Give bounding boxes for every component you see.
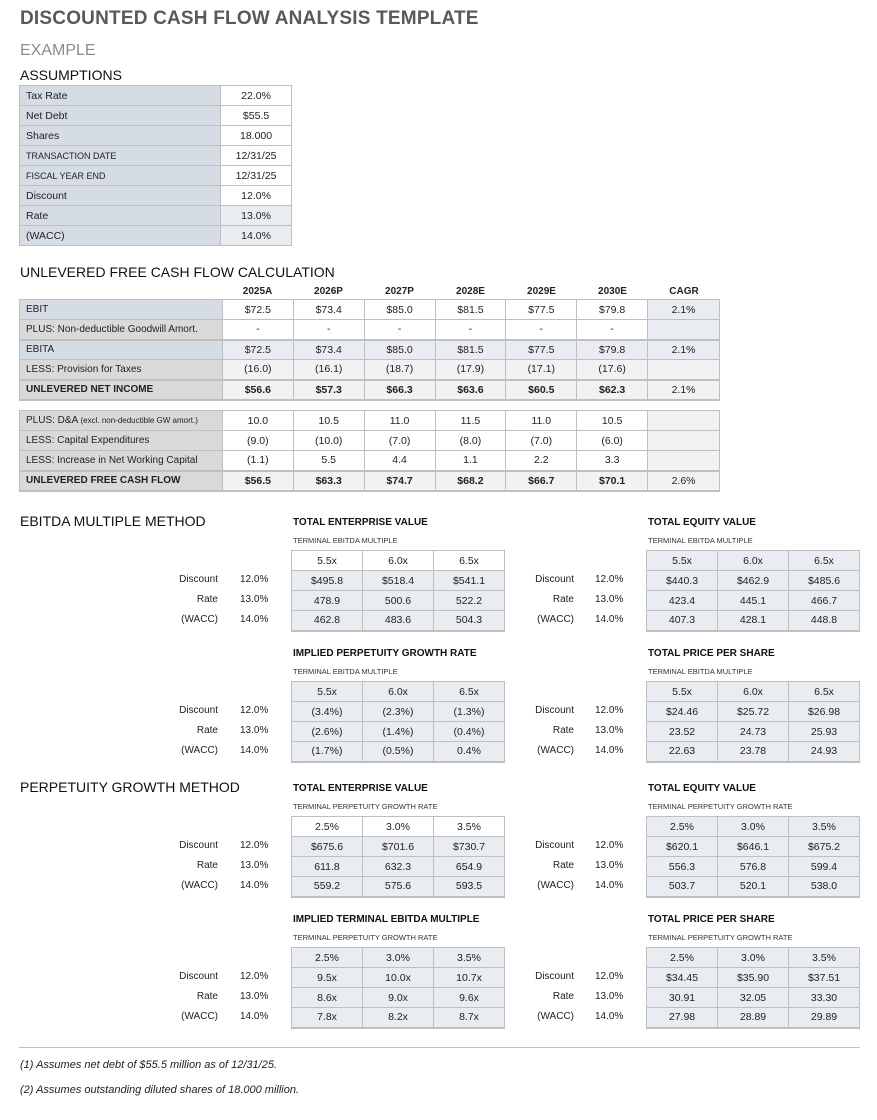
cell: 593.5 [434, 877, 505, 897]
side-label: Discount [535, 840, 574, 851]
cell[interactable]: - [577, 320, 648, 340]
col-header: 6.0x [363, 551, 434, 571]
side-label: Rate [552, 991, 574, 1002]
assumption-value[interactable]: 13.0% [221, 206, 292, 226]
side-rate: 14.0% [240, 880, 269, 891]
col-header: 3.5% [434, 948, 505, 968]
assumption-value[interactable]: 18.000 [221, 126, 292, 146]
cell: 407.3 [647, 611, 718, 631]
block-subtitle: TERMINAL PERPETUITY GROWTH RATE [648, 933, 793, 942]
side-label: Discount [179, 705, 218, 716]
side-label: (WACC) [181, 1011, 218, 1022]
cell[interactable]: (10.0) [293, 431, 364, 451]
cell: $518.4 [363, 571, 434, 591]
cell: 23.52 [647, 722, 718, 742]
assumption-row [20, 186, 292, 206]
block-subtitle: TERMINAL PERPETUITY GROWTH RATE [648, 802, 793, 811]
table-row-nwc [20, 451, 720, 471]
cell[interactable]: - [364, 320, 435, 340]
column-header-cagr: CAGR [669, 286, 699, 297]
col-header: 3.0% [718, 948, 789, 968]
cell: $56.6 [222, 380, 293, 400]
cell: $66.7 [506, 471, 577, 491]
side-label: (WACC) [181, 880, 218, 891]
cell: $701.6 [363, 837, 434, 857]
cell: (2.6%) [292, 722, 363, 742]
cell: (17.9) [435, 360, 506, 380]
row-label-note: (excl. non-deductible GW amort.) [80, 416, 198, 425]
cell: 654.9 [434, 857, 505, 877]
sensitivity-table-implied-multiple [291, 947, 505, 1029]
cell: (1.4%) [363, 722, 434, 742]
sensitivity-table-ebitda-equity [646, 550, 860, 632]
col-header: 3.5% [789, 817, 860, 837]
side-rate: 12.0% [240, 574, 269, 585]
side-rate: 13.0% [595, 860, 624, 871]
cell: 23.78 [718, 742, 789, 762]
cell: (1.7%) [292, 742, 363, 762]
cagr-cell: 2.1% [648, 340, 720, 360]
cell: 24.73 [718, 722, 789, 742]
col-header: 2.5% [647, 948, 718, 968]
cell[interactable]: - [222, 320, 293, 340]
cell: (0.4%) [434, 722, 505, 742]
side-rate: 14.0% [595, 745, 624, 756]
cell[interactable]: 10.5 [293, 411, 364, 431]
cell: 538.0 [789, 877, 860, 897]
block-subtitle: TERMINAL EBITDA MULTIPLE [293, 536, 398, 545]
col-header: 6.0x [718, 551, 789, 571]
cell: 632.3 [363, 857, 434, 877]
cell: $35.90 [718, 968, 789, 988]
row-label-main: PLUS: D&A [26, 415, 78, 426]
assumption-label: (WACC) [20, 226, 221, 246]
cell[interactable]: (1.1) [222, 451, 293, 471]
side-label: (WACC) [537, 614, 574, 625]
assumption-row [20, 126, 292, 146]
side-label: Rate [196, 860, 218, 871]
col-header: 3.0% [718, 817, 789, 837]
row-label [20, 411, 223, 431]
cell[interactable]: 10.0 [222, 411, 293, 431]
cell[interactable]: $77.5 [506, 300, 577, 320]
cell[interactable]: $73.4 [293, 300, 364, 320]
cell: $25.72 [718, 702, 789, 722]
cell: $462.9 [718, 571, 789, 591]
col-header: 5.5x [292, 682, 363, 702]
cell: $74.7 [364, 471, 435, 491]
side-label: Rate [552, 594, 574, 605]
table-row-ebita [20, 340, 720, 360]
cagr-cell: 2.6% [648, 471, 720, 491]
cell: 576.8 [718, 857, 789, 877]
side-label: Rate [552, 860, 574, 871]
block-title: TOTAL EQUITY VALUE [648, 517, 756, 528]
cell: $85.0 [364, 340, 435, 360]
cell: 522.2 [434, 591, 505, 611]
cell[interactable]: 1.1 [435, 451, 506, 471]
assumption-row [20, 166, 292, 186]
cell[interactable]: 5.5 [293, 451, 364, 471]
cell: $675.6 [292, 837, 363, 857]
cagr-cell: 2.1% [648, 300, 720, 320]
sensitivity-table-perpetuity-tev [291, 816, 505, 898]
sensitivity-table-ebitda-tev [291, 550, 505, 632]
cell: 611.8 [292, 857, 363, 877]
cell: 0.4% [434, 742, 505, 762]
cell: 9.6x [434, 988, 505, 1008]
cell: $37.51 [789, 968, 860, 988]
row-label: LESS: Provision for Taxes [20, 360, 223, 380]
table-row-goodwill [20, 320, 720, 340]
cagr-cell [648, 451, 720, 471]
block-title: TOTAL PRICE PER SHARE [648, 914, 775, 925]
side-rate: 14.0% [240, 745, 269, 756]
block-title: IMPLIED TERMINAL EBITDA MULTIPLE [293, 914, 480, 925]
cell: 423.4 [647, 591, 718, 611]
side-rate: 13.0% [240, 725, 269, 736]
footnote-1: (1) Assumes net debt of $55.5 million as of 12/31/25. [20, 1059, 278, 1071]
cell[interactable]: $79.8 [577, 300, 648, 320]
ebitda-method-heading: EBITDA MULTIPLE METHOD [20, 513, 206, 529]
cell: $541.1 [434, 571, 505, 591]
cell: 8.6x [292, 988, 363, 1008]
sensitivity-table-implied-growth [291, 681, 505, 763]
side-rate: 13.0% [595, 725, 624, 736]
side-label: Discount [535, 705, 574, 716]
col-header: 2.5% [292, 948, 363, 968]
cell: $77.5 [506, 340, 577, 360]
assumption-row [20, 106, 292, 126]
cell: 428.1 [718, 611, 789, 631]
cell[interactable]: 3.3 [577, 451, 648, 471]
cagr-cell [648, 360, 720, 380]
cell: (16.1) [293, 360, 364, 380]
cell[interactable]: 11.0 [506, 411, 577, 431]
cell: $63.6 [435, 380, 506, 400]
assumption-row [20, 206, 292, 226]
sensitivity-table-ebitda-price [646, 681, 860, 763]
cell: (0.5%) [363, 742, 434, 762]
cell: 483.6 [363, 611, 434, 631]
row-label: UNLEVERED FREE CASH FLOW [20, 471, 223, 491]
footnote-divider [19, 1047, 860, 1048]
assumption-label: Discount [20, 186, 221, 206]
cell: 22.63 [647, 742, 718, 762]
side-rate: 13.0% [240, 594, 269, 605]
col-header: 3.0% [363, 948, 434, 968]
cell: 478.9 [292, 591, 363, 611]
cell: $730.7 [434, 837, 505, 857]
cell: $79.8 [577, 340, 648, 360]
cell: 7.8x [292, 1008, 363, 1028]
row-label: LESS: Capital Expenditures [20, 431, 223, 451]
ufcf-table-top [19, 299, 720, 401]
cell: $26.98 [789, 702, 860, 722]
table-row-taxes [20, 360, 720, 380]
assumption-label: Net Debt [20, 106, 221, 126]
cagr-cell [648, 431, 720, 451]
side-rate: 12.0% [595, 971, 624, 982]
block-title: TOTAL ENTERPRISE VALUE [293, 783, 428, 794]
assumption-label: Tax Rate [20, 86, 221, 106]
cell: 32.05 [718, 988, 789, 1008]
cell: 599.4 [789, 857, 860, 877]
cell: $60.5 [506, 380, 577, 400]
side-label: (WACC) [537, 1011, 574, 1022]
cell: $646.1 [718, 837, 789, 857]
side-label: (WACC) [181, 745, 218, 756]
col-header: 2.5% [292, 817, 363, 837]
row-label: EBIT [20, 300, 223, 320]
assumption-row [20, 146, 292, 166]
assumption-row [20, 86, 292, 106]
assumption-value[interactable]: 12/31/25 [221, 146, 292, 166]
cell[interactable]: $85.0 [364, 300, 435, 320]
cell: $485.6 [789, 571, 860, 591]
assumption-label: Rate [20, 206, 221, 226]
cell: $72.5 [222, 340, 293, 360]
page-title: DISCOUNTED CASH FLOW ANALYSIS TEMPLATE [20, 8, 479, 29]
block-title: TOTAL PRICE PER SHARE [648, 648, 775, 659]
ufcf-table-bottom [19, 410, 720, 492]
cagr-cell [648, 411, 720, 431]
cell: 24.93 [789, 742, 860, 762]
ufcf-heading: UNLEVERED FREE CASH FLOW CALCULATION [20, 264, 335, 280]
cell: (1.3%) [434, 702, 505, 722]
col-header: 6.5x [789, 551, 860, 571]
cell: (17.6) [577, 360, 648, 380]
cell: $68.2 [435, 471, 506, 491]
cell: $70.1 [577, 471, 648, 491]
cell[interactable]: 11.5 [435, 411, 506, 431]
block-subtitle: TERMINAL EBITDA MULTIPLE [648, 536, 753, 545]
cell: 8.2x [363, 1008, 434, 1028]
side-rate: 12.0% [595, 840, 624, 851]
column-header: 2027P [385, 286, 414, 297]
side-label: Rate [552, 725, 574, 736]
side-label: Discount [179, 840, 218, 851]
cagr-cell: 2.1% [648, 380, 720, 400]
table-row-ufcf [20, 471, 720, 491]
sensitivity-table-perpetuity-price [646, 947, 860, 1029]
cell: $620.1 [647, 837, 718, 857]
side-label: Rate [196, 594, 218, 605]
block-subtitle: TERMINAL EBITDA MULTIPLE [293, 667, 398, 676]
col-header: 6.5x [434, 682, 505, 702]
block-subtitle: TERMINAL PERPETUITY GROWTH RATE [293, 802, 438, 811]
cell: (16.0) [222, 360, 293, 380]
cell: 25.93 [789, 722, 860, 742]
footnote-2: (2) Assumes outstanding diluted shares of 18.000 million. [20, 1084, 300, 1096]
assumptions-table [19, 85, 292, 246]
cell: $62.3 [577, 380, 648, 400]
table-row-capex [20, 431, 720, 451]
col-header: 5.5x [647, 551, 718, 571]
row-label: LESS: Increase in Net Working Capital [20, 451, 223, 471]
cell: (17.1) [506, 360, 577, 380]
cell: (2.3%) [363, 702, 434, 722]
assumption-label: TRANSACTION DATE [20, 146, 221, 166]
cell: $440.3 [647, 571, 718, 591]
side-label: (WACC) [537, 745, 574, 756]
side-label: Discount [535, 971, 574, 982]
cell[interactable]: 10.5 [577, 411, 648, 431]
side-rate: 14.0% [595, 880, 624, 891]
cell: (3.4%) [292, 702, 363, 722]
col-header: 5.5x [292, 551, 363, 571]
cell[interactable]: (7.0) [364, 431, 435, 451]
cell: 9.5x [292, 968, 363, 988]
side-rate: 12.0% [595, 574, 624, 585]
cell: $675.2 [789, 837, 860, 857]
column-header: 2025A [242, 286, 273, 297]
cell: 33.30 [789, 988, 860, 1008]
row-label: EBITA [20, 340, 223, 360]
side-label: Discount [179, 971, 218, 982]
cell[interactable]: 2.2 [506, 451, 577, 471]
cell: 445.1 [718, 591, 789, 611]
row-label: PLUS: Non-deductible Goodwill Amort. [20, 320, 223, 340]
table-row-da [20, 411, 720, 431]
cell[interactable]: - [293, 320, 364, 340]
side-rate: 12.0% [595, 705, 624, 716]
side-rate: 13.0% [240, 991, 269, 1002]
cell: 504.3 [434, 611, 505, 631]
cell: $73.4 [293, 340, 364, 360]
col-header: 5.5x [647, 682, 718, 702]
page-subtitle: EXAMPLE [20, 42, 96, 59]
block-title: TOTAL EQUITY VALUE [648, 783, 756, 794]
side-rate: 14.0% [240, 614, 269, 625]
side-rate: 12.0% [240, 971, 269, 982]
cell[interactable]: (7.0) [506, 431, 577, 451]
block-subtitle: TERMINAL PERPETUITY GROWTH RATE [293, 933, 438, 942]
table-row-net-income [20, 380, 720, 400]
assumption-label: Shares [20, 126, 221, 146]
column-header: 2029E [527, 286, 556, 297]
side-rate: 14.0% [595, 1011, 624, 1022]
sensitivity-table-perpetuity-equity [646, 816, 860, 898]
cell: 500.6 [363, 591, 434, 611]
cell: $57.3 [293, 380, 364, 400]
cell: 10.0x [363, 968, 434, 988]
cell: 575.6 [363, 877, 434, 897]
side-label: (WACC) [181, 614, 218, 625]
side-rate: 12.0% [240, 840, 269, 851]
side-rate: 13.0% [595, 991, 624, 1002]
row-label: UNLEVERED NET INCOME [20, 380, 223, 400]
col-header: 6.5x [789, 682, 860, 702]
col-header: 2.5% [647, 817, 718, 837]
perpetuity-method-heading: PERPETUITY GROWTH METHOD [20, 779, 240, 795]
col-header: 6.0x [363, 682, 434, 702]
cell: $24.46 [647, 702, 718, 722]
col-header: 3.0% [363, 817, 434, 837]
side-label: Discount [179, 574, 218, 585]
column-header: 2028E [456, 286, 485, 297]
cell[interactable]: - [435, 320, 506, 340]
block-title: TOTAL ENTERPRISE VALUE [293, 517, 428, 528]
cell: 556.3 [647, 857, 718, 877]
cell: 9.0x [363, 988, 434, 1008]
side-label: Rate [196, 991, 218, 1002]
col-header: 6.0x [718, 682, 789, 702]
cell[interactable]: 4.4 [364, 451, 435, 471]
assumption-value[interactable]: 12/31/25 [221, 166, 292, 186]
assumption-row [20, 226, 292, 246]
cell: 559.2 [292, 877, 363, 897]
side-rate: 14.0% [240, 1011, 269, 1022]
cell: 466.7 [789, 591, 860, 611]
cell[interactable]: (8.0) [435, 431, 506, 451]
side-label: (WACC) [537, 880, 574, 891]
assumption-value[interactable]: 14.0% [221, 226, 292, 246]
cell: $66.3 [364, 380, 435, 400]
cell: $63.3 [293, 471, 364, 491]
cell: 28.89 [718, 1008, 789, 1028]
cell: 10.7x [434, 968, 505, 988]
cell: $81.5 [435, 340, 506, 360]
cell: 29.89 [789, 1008, 860, 1028]
cell: 27.98 [647, 1008, 718, 1028]
side-rate: 14.0% [595, 614, 624, 625]
cagr-cell [648, 320, 720, 340]
assumption-value[interactable]: $55.5 [221, 106, 292, 126]
column-header: 2030E [598, 286, 627, 297]
col-header: 3.5% [434, 817, 505, 837]
assumptions-heading: ASSUMPTIONS [20, 67, 122, 83]
cell: 8.7x [434, 1008, 505, 1028]
cell: 503.7 [647, 877, 718, 897]
side-label: Rate [196, 725, 218, 736]
cell: (18.7) [364, 360, 435, 380]
cell[interactable]: $81.5 [435, 300, 506, 320]
block-title: IMPLIED PERPETUITY GROWTH RATE [293, 648, 477, 659]
col-header: 3.5% [789, 948, 860, 968]
cell[interactable]: $72.5 [222, 300, 293, 320]
cell: $495.8 [292, 571, 363, 591]
cell[interactable]: - [506, 320, 577, 340]
cell[interactable]: 11.0 [364, 411, 435, 431]
assumption-value[interactable]: 12.0% [221, 186, 292, 206]
column-header: 2026P [314, 286, 343, 297]
cell: $34.45 [647, 968, 718, 988]
side-rate: 12.0% [240, 705, 269, 716]
cell: 520.1 [718, 877, 789, 897]
assumption-value[interactable]: 22.0% [221, 86, 292, 106]
assumption-label: FISCAL YEAR END [20, 166, 221, 186]
cell[interactable]: (6.0) [577, 431, 648, 451]
cell: 462.8 [292, 611, 363, 631]
cell: 30.91 [647, 988, 718, 1008]
cell[interactable]: (9.0) [222, 431, 293, 451]
side-label: Discount [535, 574, 574, 585]
cell: 448.8 [789, 611, 860, 631]
col-header: 6.5x [434, 551, 505, 571]
cell: $56.5 [222, 471, 293, 491]
table-row-ebit [20, 300, 720, 320]
block-subtitle: TERMINAL EBITDA MULTIPLE [648, 667, 753, 676]
side-rate: 13.0% [595, 594, 624, 605]
side-rate: 13.0% [240, 860, 269, 871]
